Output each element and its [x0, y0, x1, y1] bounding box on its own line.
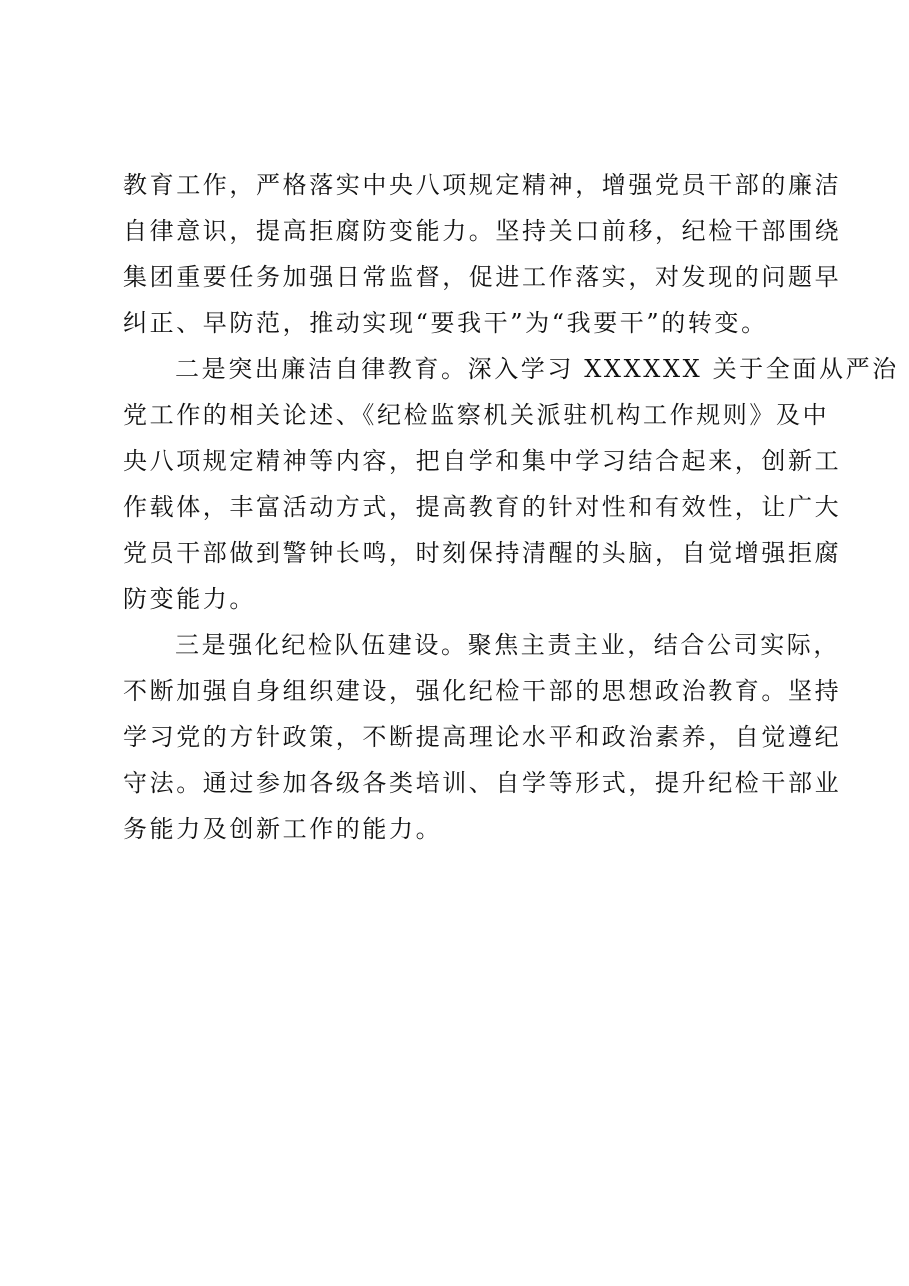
- text-line: 自律意识，提高拒腐防变能力。坚持关口前移，纪检干部围绕: [123, 217, 842, 245]
- text-line: 教育工作，严格落实中央八项规定精神，增强党员干部的廉洁: [123, 171, 842, 199]
- text-line: 三是强化纪检队伍建设。聚焦主责主业，结合公司实际，: [175, 631, 840, 659]
- text-line: 不断加强自身组织建设，强化纪检干部的思想政治教育。坚持: [123, 677, 842, 705]
- text-line: 纠正、早防范，推动实现“要我干”为“我要干”的转变。: [123, 309, 768, 337]
- paragraph-continuation: [123, 162, 842, 346]
- text-line: 防变能力。: [123, 585, 256, 613]
- text-line: 央八项规定精神等内容，把自学和集中学习结合起来，创新工: [123, 447, 842, 475]
- text-line: 务能力及创新工作的能力。: [123, 815, 443, 843]
- paragraph-integrity-education: [123, 346, 899, 622]
- text-line: 二是突出廉洁自律教育。深入学习 XXXXXX 关于全面从严治: [175, 355, 899, 383]
- text-line: 集团重要任务加强日常监督，促进工作落实，对发现的问题早: [123, 263, 842, 291]
- text-line: 党员干部做到警钟长鸣，时刻保持清醒的头脑，自觉增强拒腐: [123, 539, 842, 567]
- paragraph-team-building: [123, 622, 842, 852]
- text-line: 学习党的方针政策，不断提高理论水平和政治素养，自觉遵纪: [123, 723, 842, 751]
- text-line: 作载体，丰富活动方式，提高教育的针对性和有效性，让广大: [123, 493, 842, 521]
- document-body: [123, 162, 899, 852]
- text-line: 守法。通过参加各级各类培训、自学等形式，提升纪检干部业: [123, 769, 842, 797]
- text-line: 党工作的相关论述、《纪检监察机关派驻机构工作规则》及中: [123, 401, 830, 429]
